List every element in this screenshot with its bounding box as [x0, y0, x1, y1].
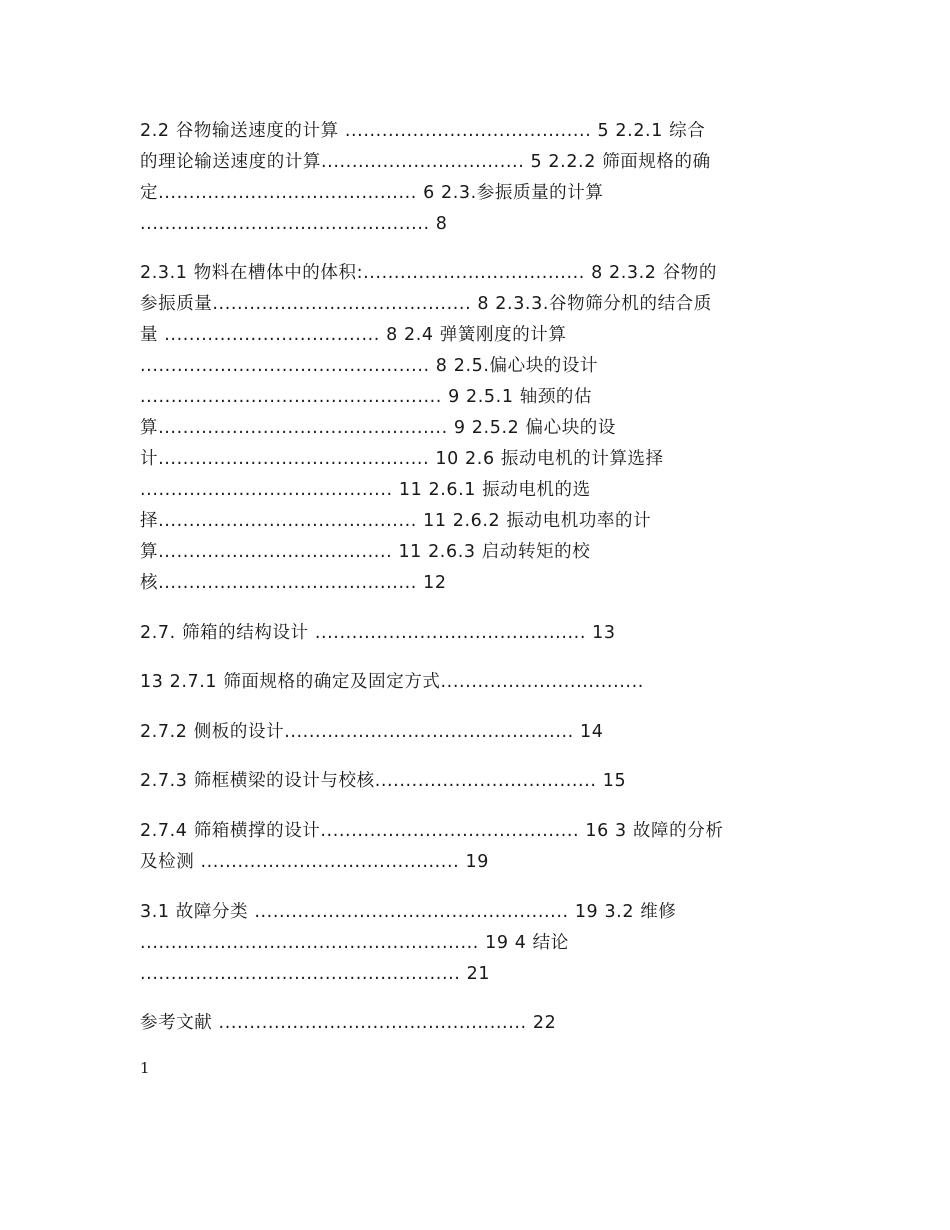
toc-line: 择.......................................... 11 2.6.2 振动电机功率的计 [140, 511, 652, 531]
toc-line: ............................................... 8 [140, 214, 448, 234]
toc-line: 核.......................................... 12 [140, 573, 447, 593]
toc-line: 定.......................................... 6 2.3.参振质量的计算 [140, 183, 604, 203]
toc-line: ................................................. 9 2.5.1 轴颈的估 [140, 387, 593, 407]
toc-line: 2.7.2 侧板的设计............................................... 14 [140, 722, 604, 742]
toc-line: 算...................................... 11 2.6.3 启动转矩的校 [140, 542, 591, 562]
toc-line: 2.2 谷物输送速度的计算 ........................................ 5 2.2.1 综合 [140, 121, 706, 141]
toc-line: 参考文献 .................................................. 22 [140, 1013, 557, 1033]
toc-line: 13 2.7.1 筛面规格的确定及固定方式................................. [140, 672, 644, 692]
toc-line: 3.1 故障分类 ................................................... 19 3.2 维修 [140, 902, 677, 922]
toc-line: 算............................................... 9 2.5.2 偏心块的设 [140, 418, 616, 438]
toc-line: 2.3.1 物料在槽体中的体积:.................................... 8 2.3.2 谷物的 [140, 263, 717, 283]
toc-line: .................................................... 21 [140, 964, 491, 984]
toc-line: 量 ................................... 8 2.4 弹簧刚度的计算 [140, 325, 567, 345]
toc-line: 2.7. 筛箱的结构设计 ............................................ 13 [140, 623, 616, 643]
toc-line: 的理论输送速度的计算................................. 5 2.2.2 筛面规格的确 [140, 152, 711, 172]
toc-line: ......................................... 11 2.6.1 振动电机的选 [140, 480, 591, 500]
toc-line: 及检测 .......................................... 19 [140, 852, 489, 872]
toc-line: ............................................... 8 2.5.偏心块的设计 [140, 356, 599, 376]
toc-line: 参振质量.......................................... 8 2.3.3.谷物筛分机的结合质 [140, 294, 712, 314]
toc-line: 计............................................ 10 2.6 振动电机的计算选择 [140, 449, 664, 469]
toc-line: 2.7.4 筛箱横撑的设计.......................................... 16 3 故障的分析 [140, 821, 724, 841]
toc-line: 2.7.3 筛框横梁的设计与校核.................................... 15 [140, 771, 627, 791]
page-number: 1 [140, 1059, 150, 1077]
toc-line: ....................................................... 19 4 结论 [140, 933, 569, 953]
